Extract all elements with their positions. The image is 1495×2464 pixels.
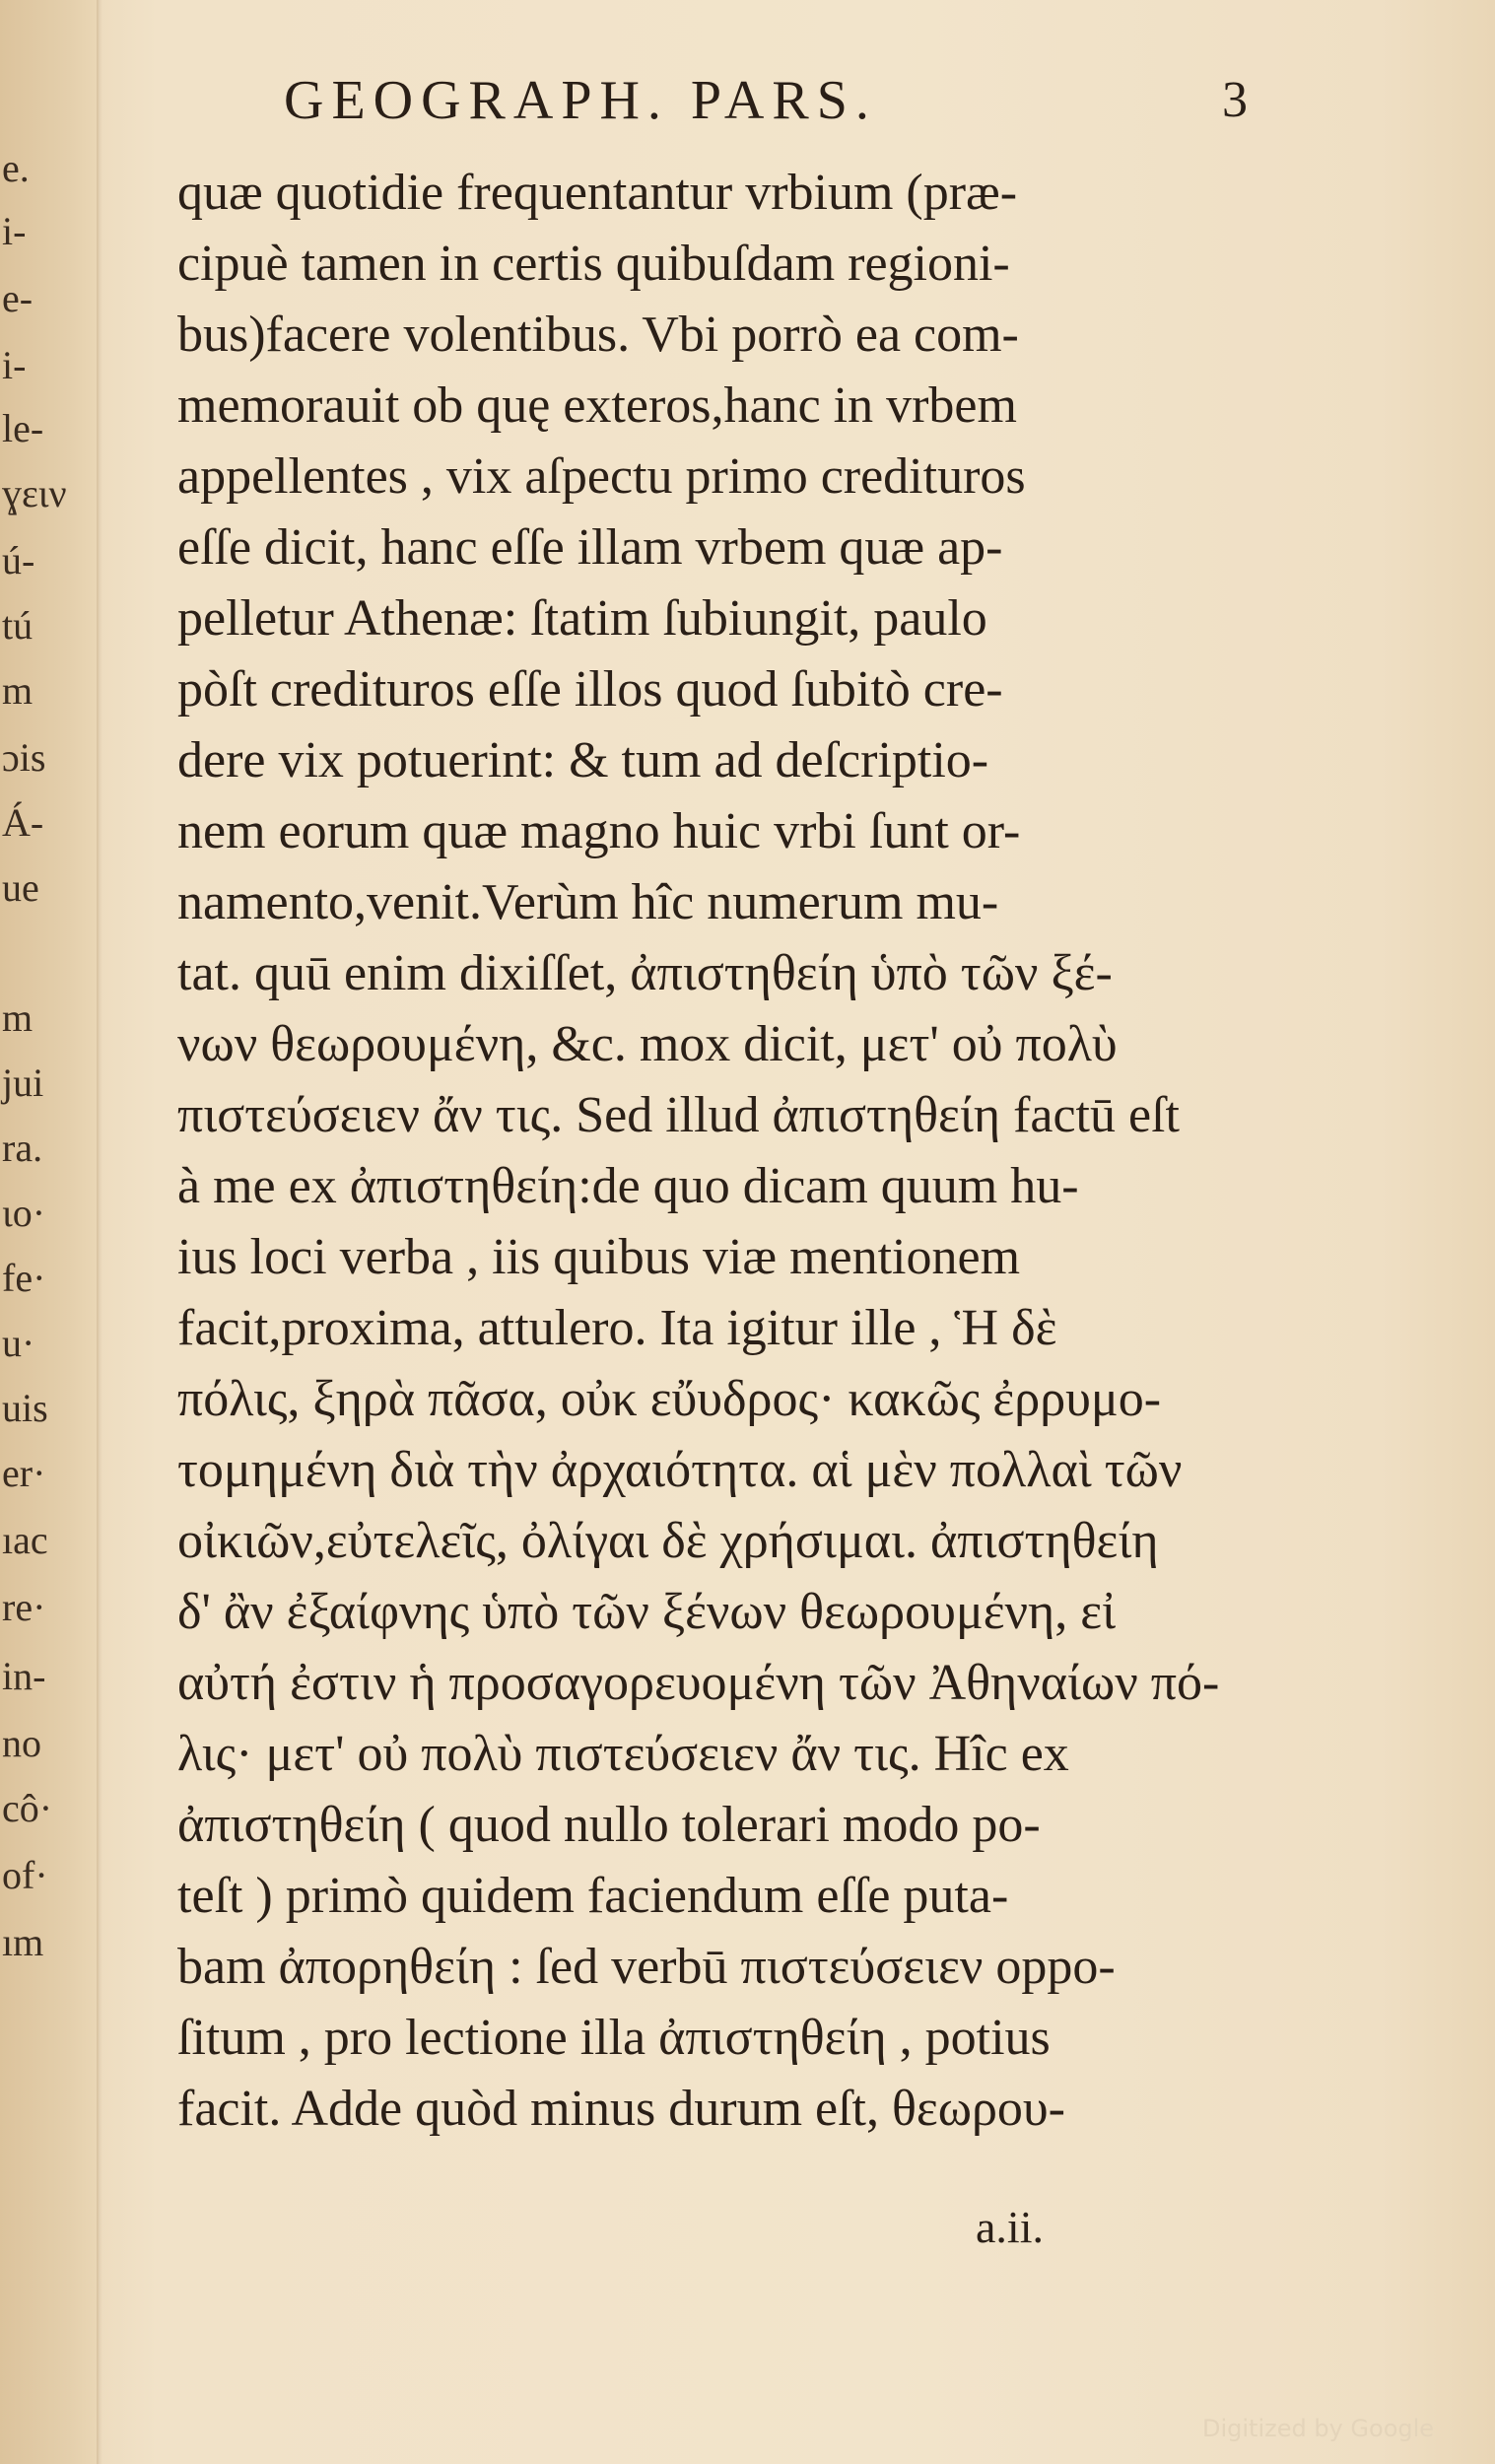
margin-fragment: no bbox=[2, 1721, 41, 1765]
text-line: τομημένη διὰ τὴν ἀρχαιότητα. αἱ μὲν πολλαὶ τῶν bbox=[177, 1442, 1183, 1498]
text-line: facit. Adde quòd minus durum eſt, θεωρου- bbox=[177, 2081, 1065, 2137]
page-number: 3 bbox=[1222, 72, 1248, 128]
text-line: αὐτή ἐστιν ἡ προσαγορευομένη τῶν Ἀθηναίων πό- bbox=[177, 1655, 1220, 1711]
margin-fragment: m bbox=[2, 668, 34, 713]
margin-fragment: fe· bbox=[2, 1256, 46, 1300]
text-line: tat. quū enim dixiſſet, ἀπιστηθείη ὑπὸ τῶν ξέ- bbox=[177, 945, 1113, 1001]
digitization-watermark: Digitized by Google bbox=[1202, 2415, 1435, 2442]
margin-fragment: e. bbox=[2, 146, 30, 190]
text-line: dere vix potuerint: & tum ad deſcriptio- bbox=[177, 732, 989, 788]
margin-fragment: of· bbox=[2, 1853, 48, 1897]
gutter-shadow bbox=[97, 0, 102, 2464]
text-line: πόλις, ξηρὰ πᾶσα, οὐκ εὔυδρος· κακῶς ἐρρυμο- bbox=[177, 1371, 1162, 1427]
text-line: ſitum , pro lectione illa ἀπιστηθείη , potius bbox=[177, 2010, 1051, 2066]
text-line: λις· μετ' οὐ πολὺ πιστεύσειεν ἄν τις. Hîc ex bbox=[177, 1726, 1069, 1782]
margin-fragment: e- bbox=[2, 276, 34, 320]
margin-fragment: ue bbox=[2, 865, 39, 910]
text-line: à me ex ἀπιστηθείη:de quo dicam quum hu- bbox=[177, 1158, 1079, 1214]
margin-fragment: jui bbox=[2, 1061, 44, 1105]
text-line: ἀπιστηθείη ( quod nullo tolerari modo po- bbox=[177, 1797, 1041, 1853]
margin-fragment: u· bbox=[2, 1321, 35, 1365]
margin-fragment: m bbox=[2, 995, 34, 1040]
text-line: bam ἀπορηθείη : ſed verbū πιστεύσειεν oppo- bbox=[177, 1939, 1116, 1995]
margin-fragment: Á- bbox=[2, 800, 44, 845]
text-line: δ' ἂν ἐξαίφνης ὑπὸ τῶν ξένων θεωρουμένη, εἰ bbox=[177, 1584, 1117, 1640]
margin-fragment: re· bbox=[2, 1585, 46, 1629]
margin-fragment: le- bbox=[2, 406, 44, 450]
margin-fragment: ım bbox=[2, 1920, 44, 1964]
text-line: appellentes , vix aſpectu primo credituros bbox=[177, 448, 1026, 505]
margin-fragment: tú bbox=[2, 603, 34, 648]
margin-fragment: in- bbox=[2, 1654, 46, 1698]
text-line: teſt ) primò quidem faciendum eſſe puta- bbox=[177, 1868, 1009, 1924]
text-line: bus)facere volentibus. Vbi porrò ea com- bbox=[177, 307, 1019, 363]
text-line: namento,venit.Verùm hîc numerum mu- bbox=[177, 874, 999, 930]
margin-fragment: i- bbox=[2, 343, 27, 387]
text-line: cipuè tamen in certis quibuſdam regioni- bbox=[177, 236, 1010, 292]
text-line: pelletur Athenæ: ſtatim ſubiungit, paulo bbox=[177, 590, 987, 647]
text-line: facit,proxima, attulero. Ita igitur ille , Ἡ δὲ bbox=[177, 1300, 1057, 1356]
margin-fragment: ιο· bbox=[2, 1191, 46, 1235]
signature-mark: a.ii. bbox=[976, 2202, 1044, 2252]
page-header bbox=[284, 61, 1269, 140]
margin-fragment: ra. bbox=[2, 1126, 43, 1170]
margin-fragment: ɔis bbox=[2, 735, 46, 780]
text-line: pòſt credituros eſſe illos quod ſubitò cre- bbox=[177, 661, 1003, 718]
margin-fragment: ú- bbox=[2, 538, 35, 582]
running-head: GEOGRAPH. PARS. bbox=[284, 70, 877, 131]
margin-fragment: ɣειν bbox=[2, 471, 67, 515]
text-line: ius loci verba , iis quibus viæ mentionem bbox=[177, 1229, 1021, 1285]
text-line: memorauit ob quę exteros,hanc in vrbem bbox=[177, 377, 1017, 434]
text-line: quæ quotidie frequentantur vrbium (præ- bbox=[177, 165, 1018, 221]
margin-fragment: cô· bbox=[2, 1786, 53, 1830]
margin-fragment: er· bbox=[2, 1451, 46, 1495]
margin-fragment: uis bbox=[2, 1386, 48, 1430]
margin-fragment: i- bbox=[2, 209, 27, 253]
text-line: οἰκιῶν,εὐτελεῖς, ὀλίγαι δὲ χρήσιμαι. ἀπιστηθείη bbox=[177, 1513, 1159, 1569]
text-line: νων θεωρουμένη, &c. mox dicit, μετ' οὐ πολὺ bbox=[177, 1016, 1118, 1072]
text-line: nem eorum quæ magno huic vrbi ſunt or- bbox=[177, 803, 1021, 859]
text-line: eſſe dicit, hanc eſſe illam vrbem quæ ap- bbox=[177, 519, 1003, 576]
text-line: πιστεύσειεν ἄν τις. Sed illud ἀπιστηθείη factū eſt bbox=[177, 1087, 1180, 1143]
margin-fragment: ıac bbox=[2, 1518, 48, 1562]
